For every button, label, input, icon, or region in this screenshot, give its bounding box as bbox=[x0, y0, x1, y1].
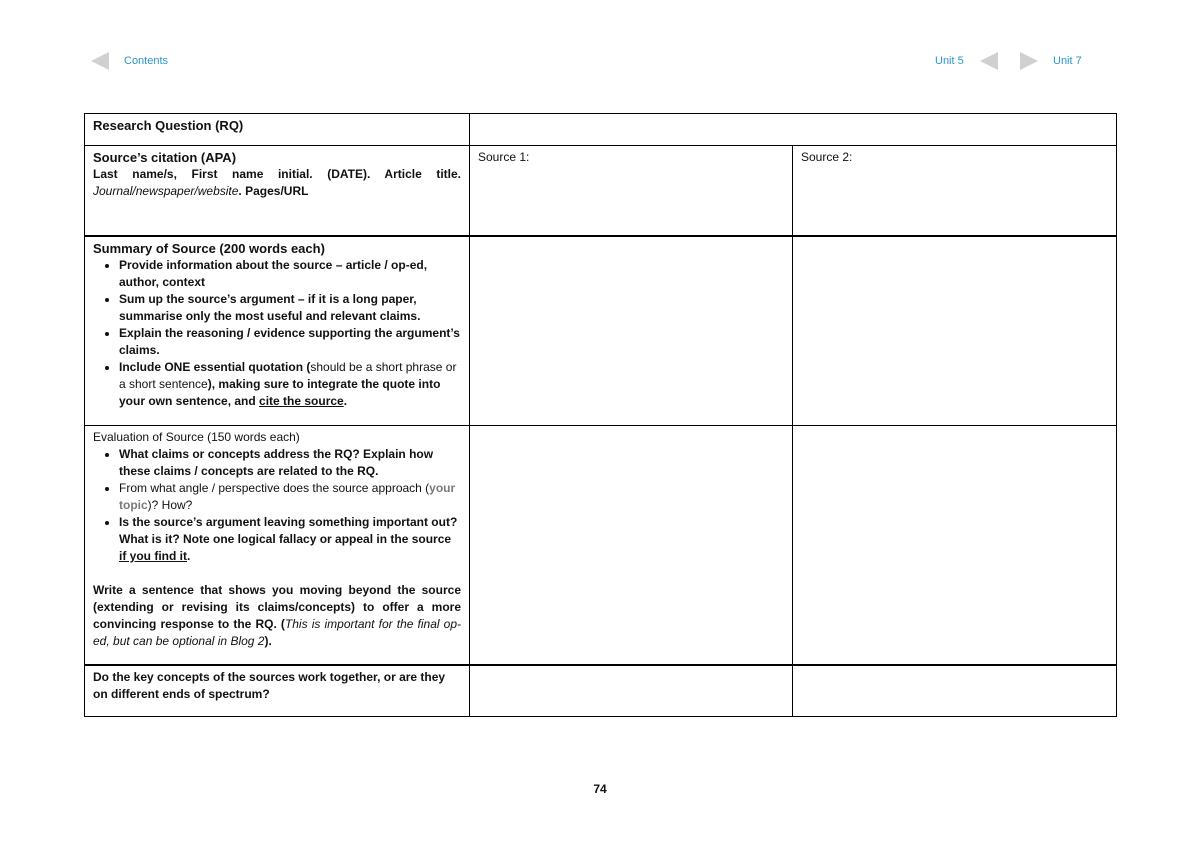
evaluation-row bbox=[85, 426, 1117, 665]
rq-label-cell bbox=[85, 114, 470, 146]
citation-format-journal: Journal/newspaper/website bbox=[93, 184, 239, 198]
contents-link[interactable]: Contents bbox=[124, 55, 169, 67]
source1-label: Source 1: bbox=[478, 150, 530, 164]
rq-row bbox=[85, 114, 1117, 146]
source2-cell[interactable] bbox=[793, 146, 1117, 236]
concepts-source2-cell[interactable] bbox=[793, 665, 1117, 717]
summary-bullet-4-start: Include ONE essential quotation ( bbox=[119, 359, 311, 374]
rq-answer-cell[interactable] bbox=[470, 114, 1117, 146]
summary-source1-cell[interactable] bbox=[470, 236, 793, 426]
concepts-question: Do the key concepts of the sources work together, or are they on different ends of spectrum? bbox=[93, 669, 446, 701]
summary-heading: Summary of Source (200 words each) bbox=[93, 240, 325, 256]
evaluation-bullet-2 bbox=[119, 480, 461, 514]
evaluation-bullet-3 bbox=[119, 514, 461, 565]
concepts-source1-cell[interactable] bbox=[470, 665, 793, 717]
summary-bullet-4 bbox=[119, 359, 461, 410]
citation-label-cell bbox=[85, 146, 470, 236]
summary-bullets bbox=[93, 257, 461, 410]
your-topic-label: your topic bbox=[119, 481, 456, 512]
evaluation-paragraph-text: Write a sentence that shows you moving beyond the source (extending or revising its claims/concepts) to offer a more convincing response to the RQ. ( bbox=[93, 583, 461, 631]
back-arrow-icon[interactable] bbox=[91, 52, 109, 70]
prev-unit-arrow-icon[interactable] bbox=[980, 52, 998, 70]
summary-bullet-4-mid: ), making sure to integrate the quote into your own sentence, and bbox=[119, 376, 441, 408]
next-unit-link[interactable]: Unit 7 bbox=[1053, 55, 1082, 67]
if-you-find-it-link[interactable]: if you find it bbox=[119, 549, 187, 563]
next-unit-arrow-icon[interactable] bbox=[1020, 52, 1038, 70]
summary-source2-cell[interactable] bbox=[793, 236, 1117, 426]
evaluation-bullet-1: • What claims or concepts address the RQ? Explain how these claims / concepts are related to the RQ. bbox=[119, 446, 461, 480]
summary-label-cell bbox=[85, 236, 470, 426]
evaluation-heading: Evaluation of Source (150 words each) bbox=[93, 430, 300, 444]
summary-row bbox=[85, 236, 1117, 426]
citation-format bbox=[93, 166, 461, 200]
citation-format-line: Last name/s, First name initial. (DATE). Article title. bbox=[93, 167, 461, 181]
evaluation-bullet-2-end: )? How? bbox=[147, 498, 193, 512]
evaluation-source1-cell[interactable] bbox=[470, 426, 793, 665]
cite-source-link[interactable]: cite the source bbox=[259, 393, 344, 408]
evaluation-bullet-2-start: From what angle / perspective does the source approach ( bbox=[119, 481, 430, 495]
citation-row bbox=[85, 146, 1117, 236]
evaluation-label-cell bbox=[85, 426, 470, 665]
summary-bullet-2: • Sum up the source’s argument – if it is a long paper, summarise only the most useful and relevant claims. bbox=[119, 291, 461, 325]
source1-cell[interactable] bbox=[470, 146, 793, 236]
evaluation-bullets bbox=[93, 446, 461, 565]
evaluation-paragraph-note: This is important for the final op-ed, but can be optional in Blog 2 bbox=[93, 617, 461, 648]
evaluation-source2-cell[interactable] bbox=[793, 426, 1117, 665]
spacer bbox=[93, 565, 461, 582]
evaluation-paragraph-end: ). bbox=[264, 634, 272, 648]
evaluation-paragraph bbox=[93, 582, 461, 650]
citation-heading: Source’s citation (APA) bbox=[93, 150, 237, 165]
rq-label: Research Question (RQ) bbox=[93, 118, 244, 133]
summary-bullet-1: • Provide information about the source – article / op-ed, author, context bbox=[119, 257, 461, 291]
source-evaluation-table bbox=[84, 113, 1117, 717]
concepts-label-cell bbox=[85, 665, 470, 717]
concepts-row bbox=[85, 665, 1117, 717]
summary-bullet-4-end: . bbox=[343, 393, 348, 408]
evaluation-bullet-3-end: . bbox=[187, 549, 191, 563]
source2-label: Source 2: bbox=[801, 150, 853, 164]
prev-unit-link[interactable]: Unit 5 bbox=[935, 55, 964, 67]
summary-bullet-4-note: should be a short phrase or a short sentence bbox=[119, 359, 457, 391]
citation-format-end: . Pages/URL bbox=[238, 184, 309, 198]
summary-bullet-3: • Explain the reasoning / evidence supporting the argument’s claims. bbox=[119, 325, 461, 359]
page-number: 74 bbox=[593, 782, 607, 796]
evaluation-bullet-3-text: Is the source’s argument leaving something important out? What is it? Note one logical fallacy or appeal in the source bbox=[119, 515, 458, 546]
